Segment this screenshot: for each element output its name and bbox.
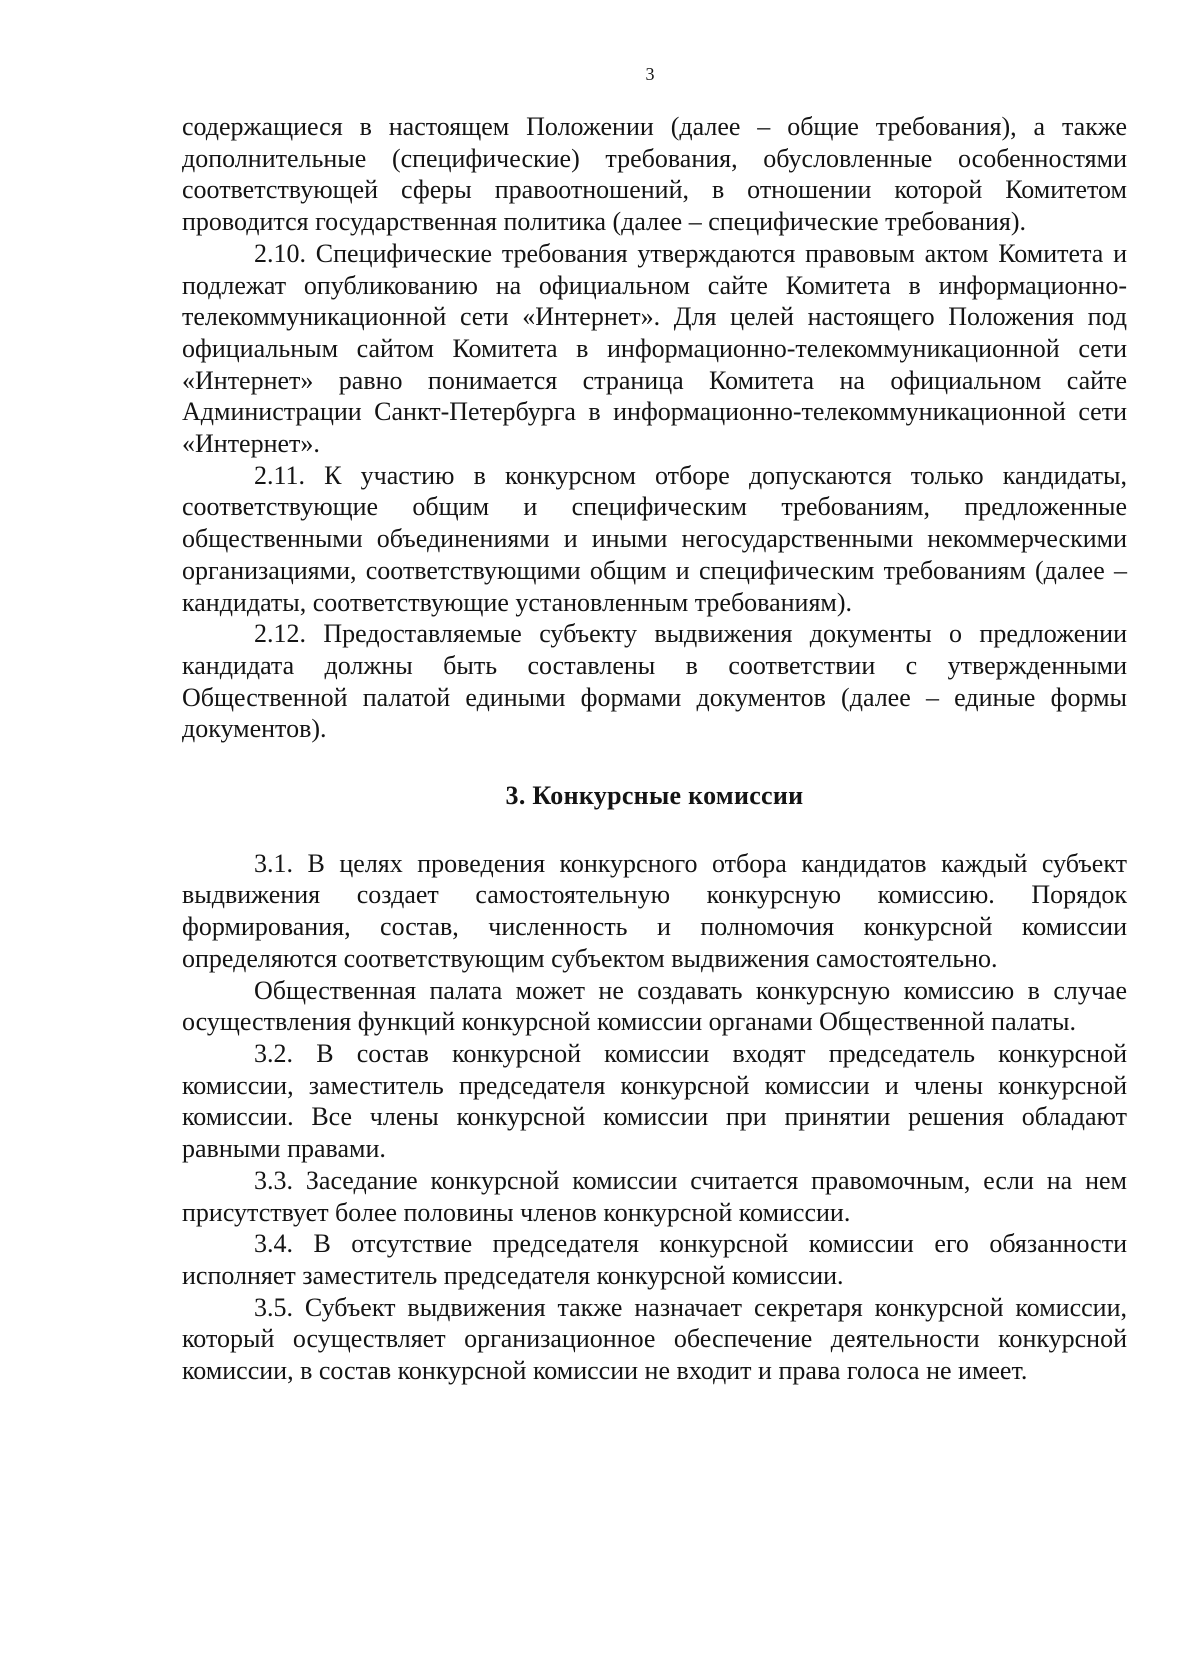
paragraph-3-3: 3.3. Заседание конкурсной комиссии считается правомочным, если на нем присутствует более половины членов конкурсной комиссии. [182, 1165, 1127, 1227]
page-number: 3 [645, 64, 655, 84]
paragraph-2-12: 2.12. Предоставляемые субъекту выдвижения документы о предложении кандидата должны быть составлены в соответствии с утвержденными Общественной палатой едиными формами документов (далее – единые формы документов). [182, 619, 1127, 744]
paragraph-3-5: 3.5. Субъект выдвижения также назначает секретаря конкурсной комиссии, который осуществляет организационное обеспечение деятельности конкурсной комиссии, в состав конкурсной комиссии не входит и права голоса не имеет. [182, 1292, 1127, 1386]
section-heading: 3. Конкурсные комиссии [505, 781, 804, 811]
paragraph-3-2: 3.2. В состав конкурсной комиссии входят председатель конкурсной комиссии, заместитель председателя конкурсной комиссии и члены конкурсной комиссии. Все члены конкурсной комиссии при принятии решения обладают равными правами. [182, 1038, 1127, 1164]
document-body [182, 111, 1127, 1387]
paragraph-continuation: содержащиеся в настоящем Положении (далее – общие требования), а также дополнительные (специфические) требования, обусловленные особенностями соответствующей сферы правоотношений, в отношении которой Комитетом проводится государственная политика (далее – специфические требования). [182, 112, 1127, 237]
paragraph-3-4: 3.4. В отсутствие председателя конкурсной комиссии его обязанности исполняет заместитель председателя конкурсной комиссии. [182, 1229, 1127, 1290]
paragraph-2-11: 2.11. К участию в конкурсном отборе допускаются только кандидаты, соответствующие общим и специфическим требованиям, предложенные общественными объединениями и иными негосударственными некоммерческими организациями, соответствующими общим и специфическим требованиям (далее – кандидаты, соответствующие установленным требованиям). [182, 460, 1127, 617]
paragraph-3-1-addendum: Общественная палата может не создавать конкурсную комиссию в случае осуществления функций конкурсной комиссии органами Общественной палаты. [182, 975, 1127, 1037]
paragraph-3-1: 3.1. В целях проведения конкурсного отбора кандидатов каждый субъект выдвижения создает самостоятельную конкурсную комиссию. Порядок формирования, состав, численность и полномочия конкурсной комиссии определяются соответствующим субъектом выдвижения самостоятельно. [182, 848, 1127, 973]
paragraph-2-10: 2.10. Специфические требования утверждаются правовым актом Комитета и подлежат опубликованию на официальном сайте Комитета в информационно-телекоммуникационной сети «Интернет». Для целей настоящего Положения под официальным сайтом Комитета в информационно-телекоммуникационной сети «Интернет» равно понимается страница Комитета на официальном сайте Администрации Санкт-Петербурга в информационно-телекоммуникационной сети «Интернет». [182, 238, 1127, 459]
